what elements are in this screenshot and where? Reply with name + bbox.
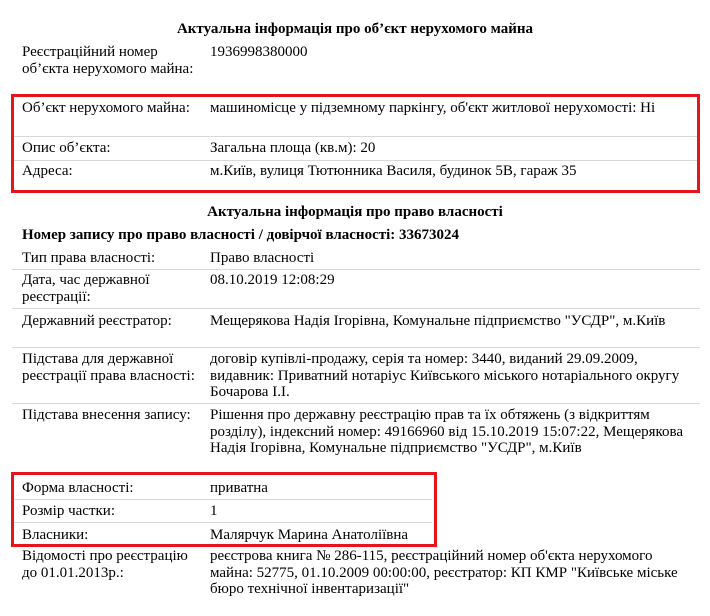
registration-number-label: Реєстраційний номер об’єкта нерухомого майна: xyxy=(22,44,194,77)
highlight-box-object xyxy=(11,94,700,193)
separator xyxy=(12,403,700,404)
separator xyxy=(12,347,700,348)
ownership-form-value: приватна xyxy=(210,480,268,496)
share-size-label: Розмір частки: xyxy=(22,503,115,519)
owners-label: Власники: xyxy=(22,527,89,543)
highlight-box-owners xyxy=(11,472,437,547)
address-label: Адреса: xyxy=(22,163,73,179)
object-description-label: Опис об’єкта: xyxy=(22,140,111,156)
entry-basis-label: Підстава внесення запису: xyxy=(22,407,191,423)
registration-number-value: 1936998380000 xyxy=(210,44,308,60)
registrar-label: Державний реєстратор: xyxy=(22,313,172,329)
registration-date-value: 08.10.2019 12:08:29 xyxy=(210,272,335,288)
pre-2013-info-label: Відомості про реєстрацію до 01.01.2013р.: xyxy=(22,548,188,581)
owners-value: Малярчук Марина Анатоліївна xyxy=(210,527,409,543)
address-value: м.Київ, вулиця Тютюнника Василя, будинок 5В, гараж 35 xyxy=(210,163,577,179)
right-type-value: Право власності xyxy=(210,250,315,266)
record-number-title: Номер запису про право власності / довірчої власності: 33673024 xyxy=(22,227,460,243)
pre-2013-info-value: реєстрова книга № 286-115, реєстраційний номер об'єкта нерухомого майна: 52775, 01.10.2009 00:00:00, реєстратор: КП КМР "Київське міське бюро технічної інвентаризації" xyxy=(210,548,678,597)
property-object-label: Об’єкт нерухомого майна: xyxy=(22,100,190,116)
property-object-value: машиномісце у підземному паркінгу, об'єкт житлової нерухомості: Ні xyxy=(210,100,656,116)
rights-section-title: Актуальна інформація про право власності xyxy=(207,204,503,220)
ownership-form-label: Форма власності: xyxy=(22,480,134,496)
registration-basis-label: Підстава для державної реєстрації права власності: xyxy=(22,351,195,384)
entry-basis-value: Рішення про державну реєстрацію прав та їх обтяжень (з відкриттям розділу), індексний номер: 49166960 від 15.10.2019 15:07:22, Мещерякова Надія Ігорівна, Комунальне підприємство "УСДР", м.Київ xyxy=(210,407,684,456)
separator xyxy=(12,308,700,309)
right-type-label: Тип права власності: xyxy=(22,250,156,266)
registrar-value: Мещерякова Надія Ігорівна, Комунальне підприємство "УСДР", м.Київ xyxy=(210,313,666,329)
share-size-value: 1 xyxy=(210,503,218,519)
registration-date-label: Дата, час державної реєстрації: xyxy=(22,272,150,305)
object-section-title: Актуальна інформація про об’єкт нерухомого майна xyxy=(176,21,534,37)
registration-basis-value: договір купівлі-продажу, серія та номер: 3440, виданий 29.09.2009, видавник: Приватний нотаріус Київського міського нотаріального округу Бочарова І.І. xyxy=(210,351,680,400)
object-description-value: Загальна площа (кв.м): 20 xyxy=(210,140,376,156)
separator xyxy=(12,269,700,270)
